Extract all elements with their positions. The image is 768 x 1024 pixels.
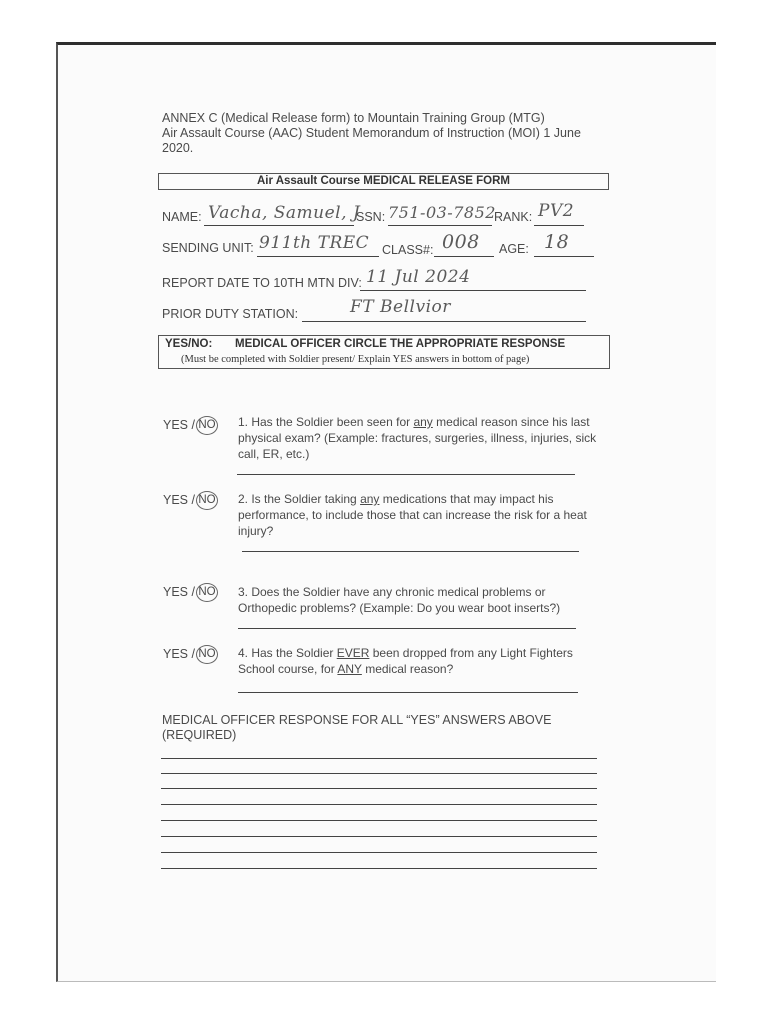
class-line: [434, 256, 494, 257]
class-value: 008: [442, 231, 480, 253]
question-2-text: 2. Is the Soldier taking any medications that may impact his performance, to include those that can increase the risk for a heat injury?: [238, 492, 587, 538]
response-line[interactable]: [161, 852, 597, 853]
question-1-response[interactable]: [163, 416, 218, 435]
response-line[interactable]: [161, 773, 597, 774]
rank-line: [534, 225, 584, 226]
medical-officer-instruction: MEDICAL OFFICER CIRCLE THE APPROPRIATE RESPONSE: [235, 338, 566, 350]
age-line: [534, 256, 594, 257]
yes-no-instruction-box: [158, 335, 610, 369]
sending-unit-value: 911th TREC: [259, 233, 370, 253]
rank-label: RANK:: [494, 210, 533, 224]
question-2-response[interactable]: [163, 491, 218, 510]
response-line[interactable]: [161, 820, 597, 821]
question-4-line: [238, 692, 578, 693]
response-line[interactable]: [161, 836, 597, 837]
medical-officer-response-label: MEDICAL OFFICER RESPONSE FOR ALL “YES” ANSWERS ABOVE (REQUIRED): [162, 713, 552, 742]
age-value: 18: [544, 231, 570, 253]
question-3-no-circled[interactable]: NO: [196, 583, 218, 602]
age-label: AGE:: [499, 242, 529, 256]
annex-header: [162, 111, 581, 156]
question-4-response[interactable]: [163, 645, 218, 664]
form-title: Air Assault Course MEDICAL RELEASE FORM: [158, 173, 609, 190]
report-date-label: REPORT DATE TO 10TH MTN DIV:: [162, 276, 362, 290]
report-date-line: [360, 290, 586, 291]
response-line[interactable]: [161, 788, 597, 789]
class-label: CLASS#:: [382, 243, 434, 257]
yes-no-label: YES/NO:: [165, 338, 213, 350]
name-label: NAME:: [162, 210, 202, 224]
yes-no-note: (Must be completed with Soldier present/ Explain YES answers in bottom of page): [181, 354, 530, 365]
header-line-3: 2020.: [162, 141, 194, 155]
question-4-text: 4. Has the Soldier EVER been dropped from any Light Fighters School course, for ANY medical reason?: [238, 646, 573, 676]
question-4-no-circled[interactable]: NO: [196, 645, 218, 664]
question-1-no-circled[interactable]: NO: [196, 416, 218, 435]
question-3-response[interactable]: [163, 583, 218, 602]
question-2-line: [242, 551, 579, 552]
header-line-1: ANNEX C (Medical Release form) to Mountain Training Group (MTG): [162, 111, 545, 125]
name-value: Vacha, Samuel, J: [208, 203, 361, 223]
header-line-2: Air Assault Course (AAC) Student Memorandum of Instruction (MOI) 1 June: [162, 126, 581, 140]
prior-duty-station-label: PRIOR DUTY STATION:: [162, 307, 299, 321]
prior-duty-station-value: FT Bellvior: [350, 297, 451, 317]
prior-duty-station-line: [302, 321, 586, 322]
response-line[interactable]: [161, 868, 597, 869]
report-date-value: 11 Jul 2024: [366, 267, 471, 287]
question-1-line: [237, 474, 575, 475]
question-3-line: [238, 628, 576, 629]
response-line[interactable]: [161, 758, 597, 759]
ssn-line: [388, 225, 492, 226]
name-line: [204, 225, 354, 226]
response-line[interactable]: [161, 804, 597, 805]
ssn-value: 751-03-7852: [388, 203, 496, 222]
question-4-yes[interactable]: YES /: [163, 646, 195, 661]
sending-unit-line: [257, 256, 379, 257]
ssn-label: SSN:: [356, 210, 386, 224]
question-2-yes[interactable]: YES /: [163, 492, 195, 507]
rank-value: PV2: [538, 201, 575, 221]
form-page: [56, 42, 716, 982]
sending-unit-label: SENDING UNIT:: [162, 241, 254, 255]
question-2-no-circled[interactable]: NO: [196, 491, 218, 510]
question-1-yes[interactable]: YES /: [163, 417, 195, 432]
question-1-text: 1. Has the Soldier been seen for any medical reason since his last physical exam? (Example: fractures, surgeries, illness, injuries, sick call, ER, etc.): [238, 415, 597, 461]
question-3-yes[interactable]: YES /: [163, 584, 195, 599]
question-3-text: 3. Does the Soldier have any chronic medical problems or Orthopedic problems? (Example: Do you wear boot inserts?): [238, 585, 561, 615]
